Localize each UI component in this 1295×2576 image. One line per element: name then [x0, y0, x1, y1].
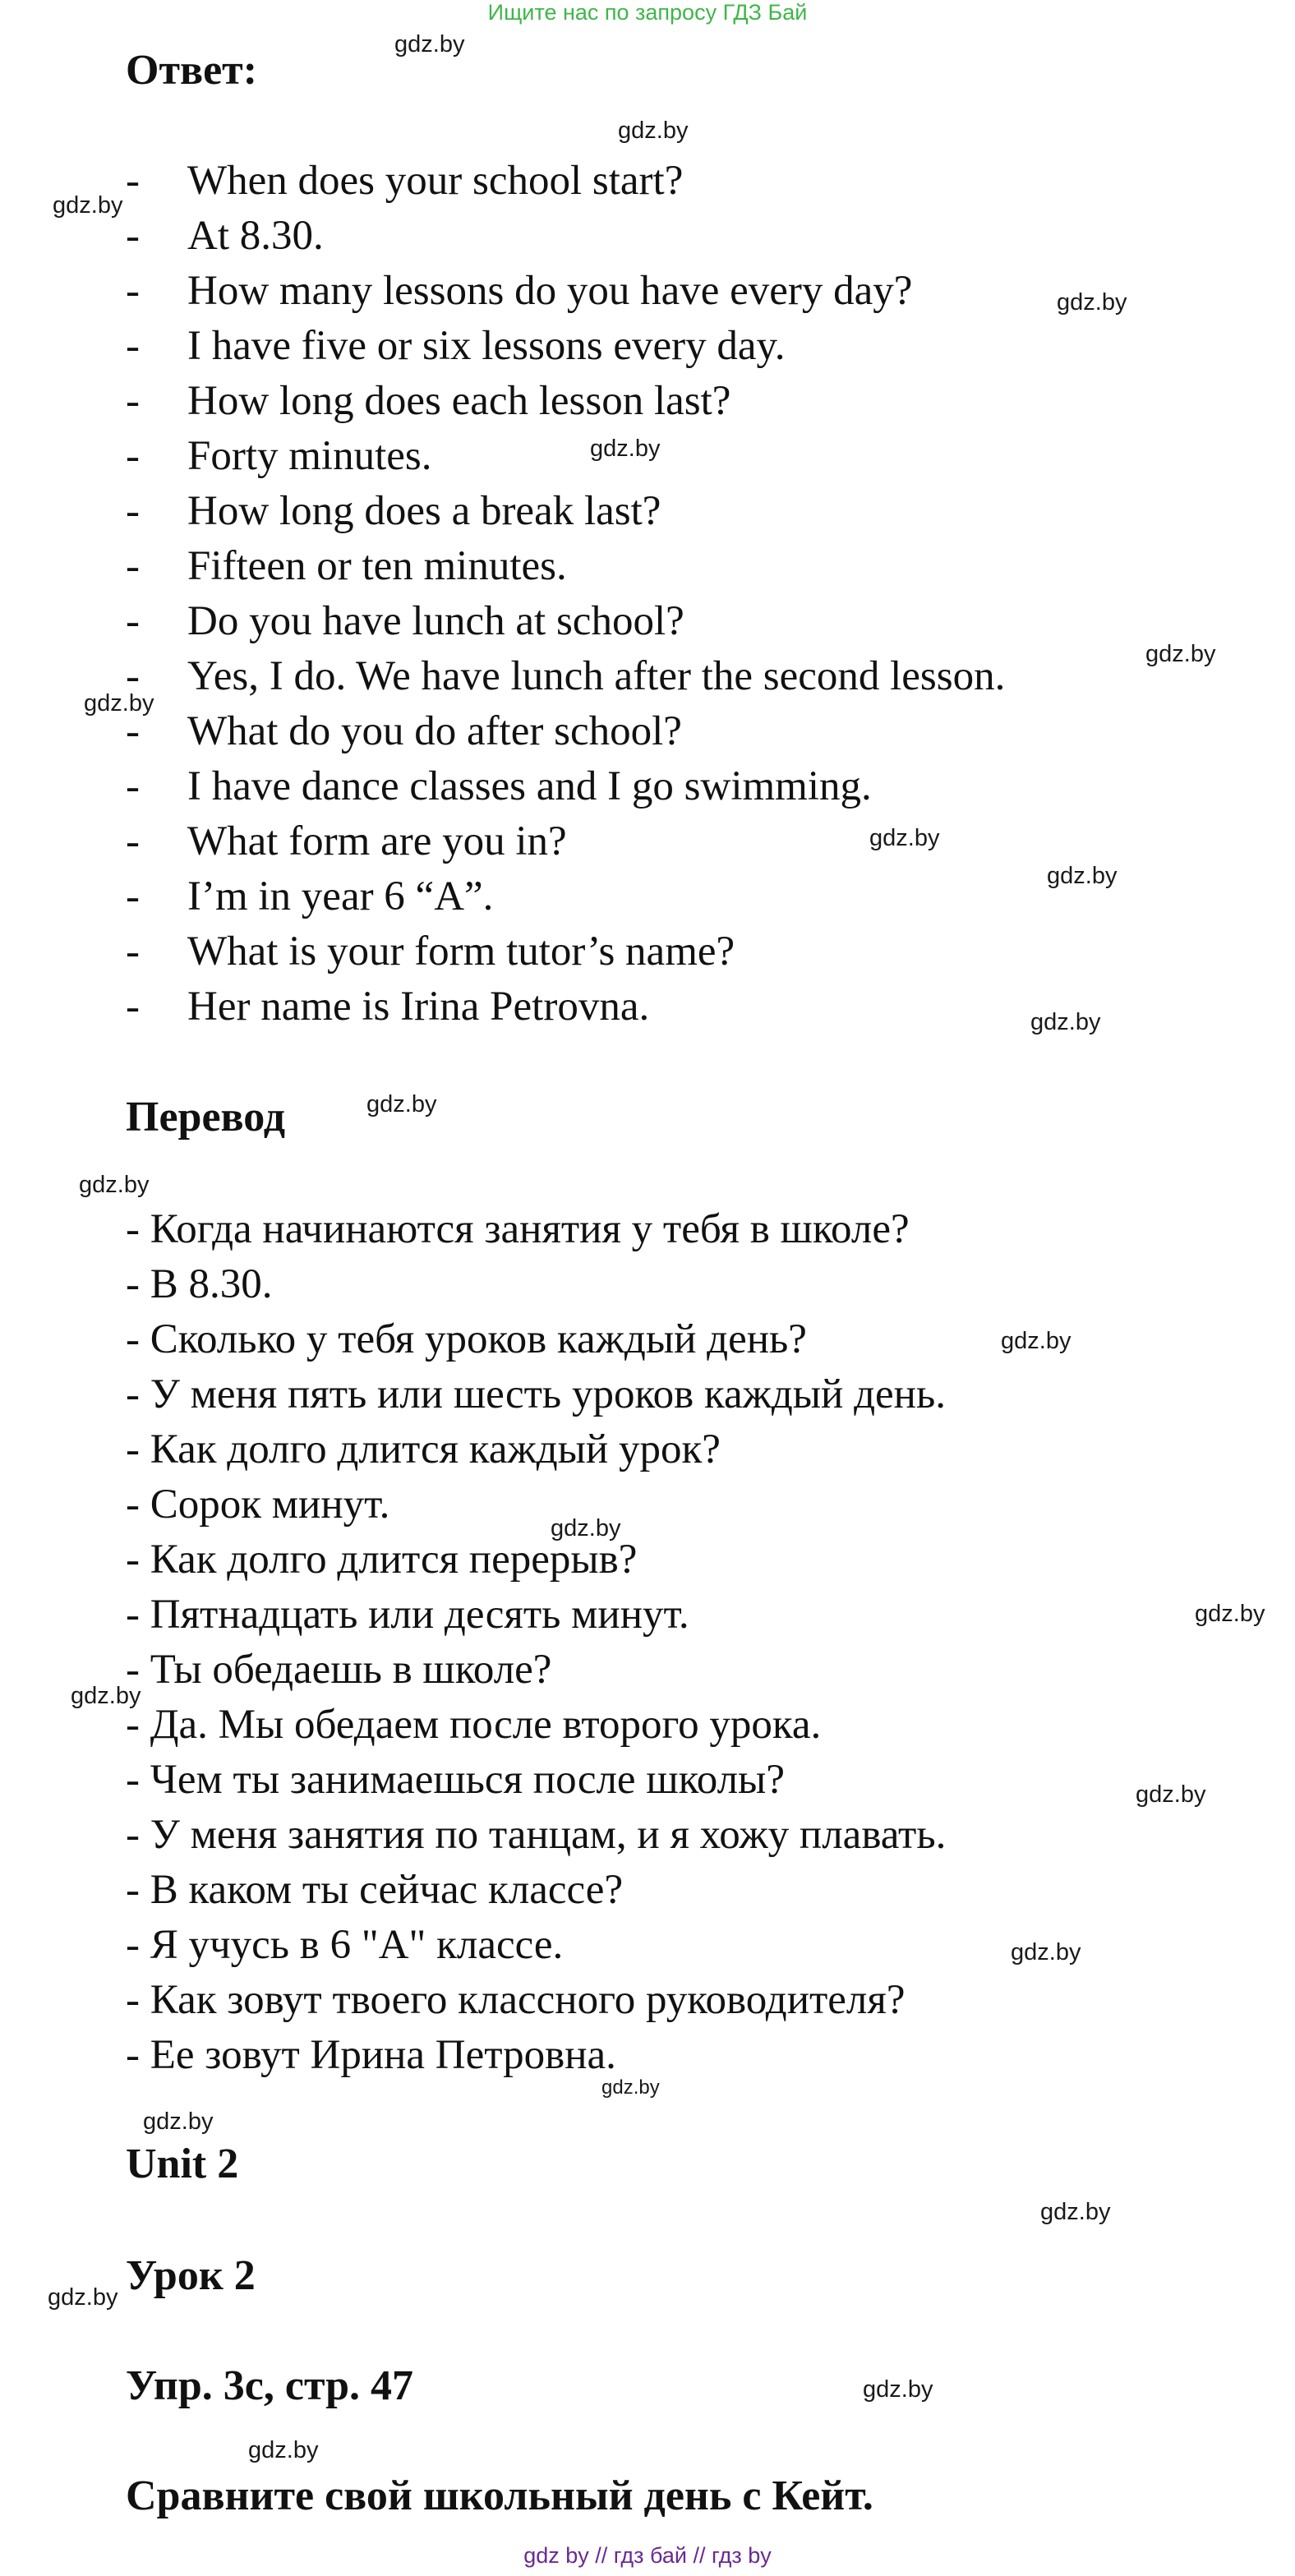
watermark: gdz.by — [48, 2284, 118, 2311]
translation-line: - У меня пять или шесть уроков каждый день. — [126, 1371, 946, 1417]
watermark: gdz.by — [366, 1091, 437, 1117]
watermark: gdz.by — [618, 118, 689, 144]
translation-line: - У меня занятия по танцам, и я хожу плавать. — [126, 1812, 947, 1858]
watermark: gdz.by — [71, 1683, 141, 1709]
watermark: gdz.by — [143, 2108, 214, 2135]
watermark: gdz.by — [1011, 1939, 1081, 1965]
watermark: gdz.by — [551, 1515, 621, 1541]
translation-line: - В каком ты сейчас классе? — [126, 1867, 624, 1913]
watermark: gdz.by — [1145, 641, 1216, 667]
watermark: gdz.by — [1040, 2199, 1111, 2225]
translation-line: - Я учусь в 6 "А" классе. — [126, 1922, 564, 1968]
translation-line: - Как долго длится перерыв? — [126, 1537, 638, 1583]
translation-line: - В 8.30. — [126, 1261, 273, 1307]
watermark: gdz.by — [590, 435, 661, 462]
watermark: gdz.by — [79, 1172, 150, 1198]
translation-heading: Перевод — [126, 1094, 286, 1141]
watermark: gdz.by — [1047, 863, 1118, 889]
watermark: gdz.by — [1057, 289, 1127, 316]
task-heading: Сравните свой школьный день с Кейт. — [126, 2472, 873, 2519]
footer-links: gdz by // гдз бай // гдз by — [523, 2543, 772, 2568]
watermark: gdz.by — [394, 31, 465, 58]
translation-line: - Сорок минут. — [126, 1482, 390, 1528]
translation-line: - Чем ты занимаешься после школы? — [126, 1757, 785, 1803]
watermark: gdz.by — [869, 825, 940, 851]
watermark: gdz.by — [84, 690, 154, 717]
watermark: gdz.by — [601, 2076, 660, 2099]
translation-line: - Ты обедаешь в школе? — [126, 1647, 552, 1693]
watermark: gdz.by — [1001, 1328, 1071, 1354]
search-hint-banner: Ищите нас по запросу ГДЗ Бай — [487, 0, 808, 25]
watermark: gdz.by — [1030, 1009, 1101, 1035]
exercise-heading: Упр. 3с, стр. 47 — [126, 2362, 414, 2409]
translation-line: - Когда начинаются занятия у тебя в школе? — [126, 1206, 910, 1252]
translation-line: - Как долго длится каждый урок? — [126, 1426, 721, 1472]
lesson-heading: Урок 2 — [126, 2252, 256, 2299]
watermark: gdz.by — [53, 192, 123, 219]
translation-line: - Сколько у тебя уроков каждый день? — [126, 1316, 807, 1362]
watermark: gdz.by — [1195, 1601, 1265, 1627]
unit-heading: Unit 2 — [126, 2141, 239, 2187]
translation-line: - Как зовут твоего классного руководителя? — [126, 1977, 906, 2023]
watermark: gdz.by — [863, 2376, 933, 2403]
translation-line: - Пятнадцать или десять минут. — [126, 1592, 689, 1638]
watermark: gdz.by — [248, 2437, 319, 2463]
translation-line: - Ее зовут Ирина Петровна. — [126, 2032, 616, 2078]
translation-line: - Да. Мы обедаем после второго урока. — [126, 1702, 822, 1748]
answer-heading: Ответ: — [126, 47, 258, 94]
watermark: gdz.by — [1136, 1781, 1206, 1808]
